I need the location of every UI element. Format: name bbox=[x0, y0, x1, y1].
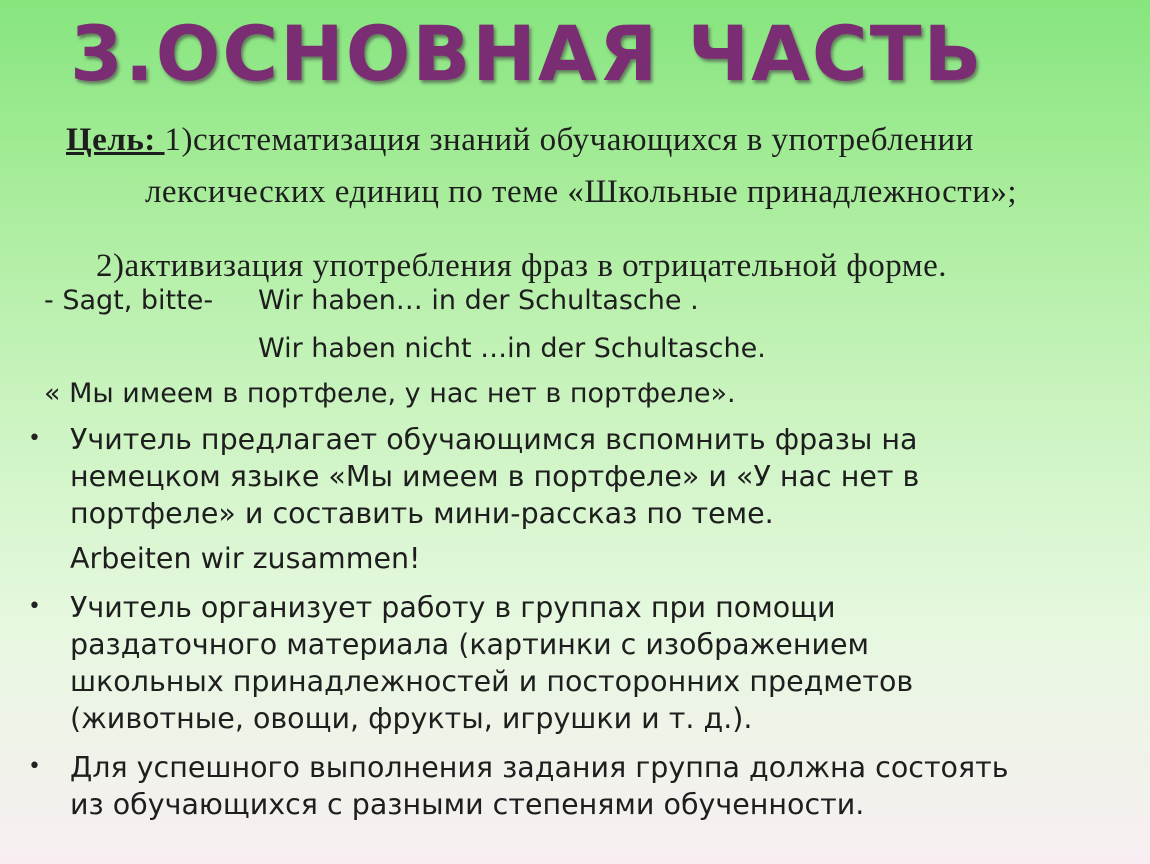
phrase-negative: Wir haben nicht …in der Schultasche. bbox=[258, 333, 766, 364]
bullet-list bbox=[28, 421, 1128, 835]
goal-line-3: 2)активизация употребления фраз в отрицательной форме. bbox=[96, 248, 947, 284]
bullet-line: школьных принадлежностей и посторонних предметов bbox=[70, 665, 914, 698]
bullet-icon: • bbox=[28, 426, 41, 451]
bullet-line: портфеле» и составить мини-рассказ по теме. bbox=[70, 497, 774, 530]
bullet-extra-line: Arbeiten wir zusammen! bbox=[70, 542, 421, 575]
slide-title: 3.ОСНОВНАЯ ЧАСТЬ bbox=[70, 9, 984, 98]
prompt-text: - Sagt, bitte- bbox=[44, 285, 214, 316]
list-item bbox=[28, 589, 1128, 737]
bullet-line: немецком языке «Мы имеем в портфеле» и «У нас нет в bbox=[70, 460, 920, 493]
bullet-text bbox=[70, 749, 1009, 823]
list-item bbox=[28, 749, 1128, 823]
goal-line-1 bbox=[66, 114, 1096, 166]
bullet-line: Для успешного выполнения задания группа должна состоять bbox=[70, 751, 1009, 784]
goal-text-1: 1)систематизация знаний обучающихся в употреблении bbox=[164, 122, 974, 158]
bullet-text bbox=[70, 589, 913, 737]
bullet-text bbox=[70, 421, 919, 577]
bullet-line: (животные, овощи, фрукты, игрушки и т. д.). bbox=[70, 702, 753, 735]
translation-text: « Мы имеем в портфеле, у нас нет в портфеле». bbox=[44, 378, 736, 409]
bullet-line: раздаточного материала (картинки с изображением bbox=[70, 628, 870, 661]
goal-line-2: лексических единиц по теме «Школьные принадлежности»; bbox=[144, 174, 1018, 210]
bullet-icon: • bbox=[28, 594, 41, 619]
goal-label: Цель: bbox=[66, 122, 165, 158]
bullet-icon: • bbox=[28, 754, 41, 779]
goal-block bbox=[66, 114, 1096, 218]
phrase-positive: Wir haben… in der Schultasche . bbox=[258, 285, 699, 316]
bullet-line: из обучающихся с разными степенями обученности. bbox=[70, 788, 865, 821]
list-item bbox=[28, 421, 1128, 577]
bullet-line: Учитель организует работу в группах при помощи bbox=[70, 591, 836, 624]
bullet-line: Учитель предлагает обучающимся вспомнить фразы на bbox=[70, 423, 918, 456]
